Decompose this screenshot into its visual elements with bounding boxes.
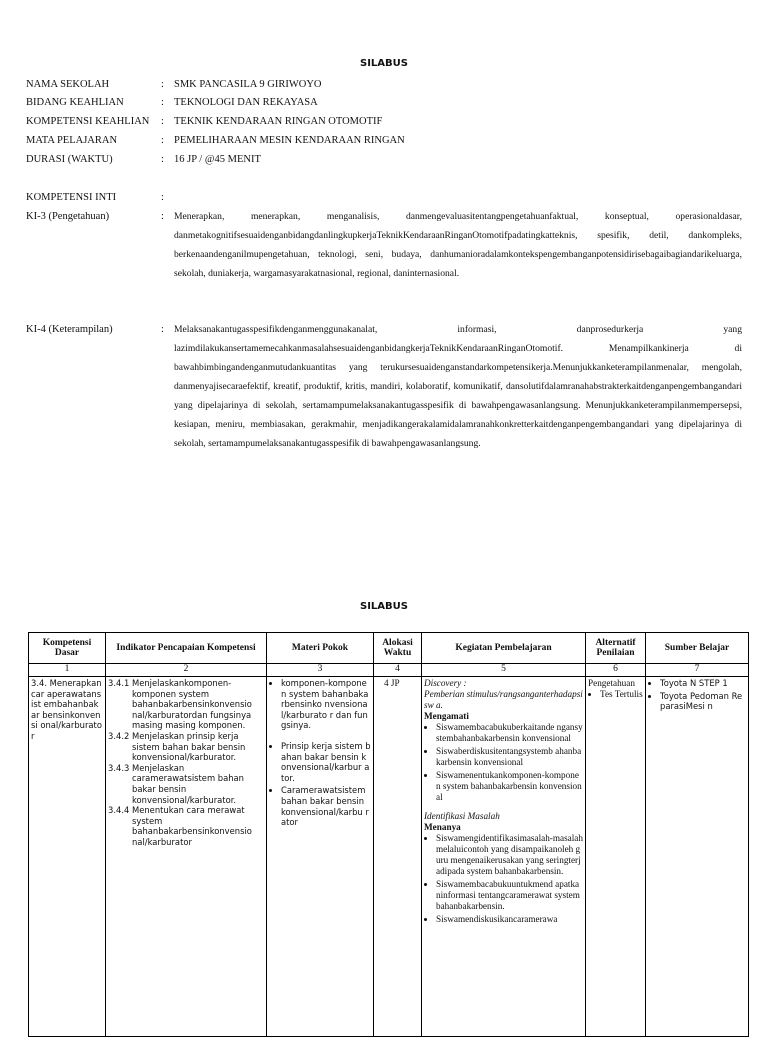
col-number: 2 <box>106 664 267 677</box>
indikator-item: 3.4.2 Menjelaskan prinsip kerja sistem bahan bakar bensin konvensional/karburator. <box>108 730 246 763</box>
cell-sumber-belajar <box>646 677 749 1037</box>
mengamati-item: • Siswamenentukankomponen-komponen system bahanbakarbensin konvensional <box>436 770 583 803</box>
col-number: 3 <box>267 664 374 677</box>
ki3-label: KI-3 (Pengetahuan) <box>26 211 110 222</box>
info-value: SMK PANCASILA 9 GIRIWOYO <box>174 79 322 90</box>
table-title: SILABUS <box>360 601 408 612</box>
kegiatan-identifikasi: Identifikasi Masalah <box>424 811 500 821</box>
table-row <box>29 677 749 1037</box>
col-number: 7 <box>646 664 749 677</box>
penilaian-item: • Tes Tertulis <box>600 689 643 700</box>
materi-item: • komponen-komponen system bahanbakarbensinko nvensional/karburato r dan fungsinya. <box>281 678 371 731</box>
cell-penilaian <box>586 677 646 1037</box>
info-label: KOMPETENSI KEAHLIAN <box>26 116 150 127</box>
col-header-kegiatan: Kegiatan Pembelajaran <box>422 633 586 664</box>
menanya-item: • Siswamembacabukuuntukmend apatkaninformasi tentangcaramerawat system bahanbakarbensin. <box>436 879 583 912</box>
table-header-row <box>29 633 749 664</box>
cell-kompetensi-dasar: 3.4. Menerapkancar aperawatansist embahanbakar bensinkonvensi onal/karburato r <box>29 677 106 1037</box>
kegiatan-mengamati: Mengamati <box>424 711 469 721</box>
info-label: DURASI (WAKTU) <box>26 154 113 165</box>
ki4-label: KI-4 (Keterampilan) <box>26 324 113 335</box>
col-header-materi: Materi Pokok <box>267 633 374 664</box>
info-value: 16 JP / @45 MENIT <box>174 154 261 165</box>
info-label: NAMA SEKOLAH <box>26 79 110 90</box>
col-header-indikator: Indikator Pencapaian Kompetensi <box>106 633 267 664</box>
ki3-text: Menerapkan, menerapkan, menganalisis, danmengevaluasitentangpengetahuanfaktual, konseptual, operasionaldasar, danmetakognitifsesuaidenganbidangdanlingkupkerjaTeknikKendaraanRinganOtomotifpadatingkatteknis, spesifik, detil, dankompleks, berkenaandenganilmupengetahuan, teknologi, seni, budaya, danhumanioradalamkontekspengembanganpotensidirisebagaibagiandarikeluarga, sekolah, duniakerja, wargamasyarakatnasional, regional, daninternasional. <box>174 211 742 279</box>
info-value: TEKNOLOGI DAN REKAYASA <box>174 97 318 108</box>
indikator-item: 3.4.4 Menentukan cara merawat system bahanbakarbensinkonvensio nal/karburator <box>108 805 252 847</box>
mengamati-item: • Siswaberdiskusitentangsystemb ahanbakarbensin konvensional <box>436 746 583 768</box>
col-number: 6 <box>586 664 646 677</box>
indikator-item: 3.4.1 Menjelaskankomponen-komponen system bahanbakarbensinkonvensio nal/karburatordan fungsinya masing masing komponen. <box>108 678 252 731</box>
column-number-row <box>29 664 749 677</box>
menanya-item: • Siswamengidentifikasimasalah-masalahmelaluicontoh yang disampaikanoleh guru mengenaikerusakan yang seringterjadipada system bahanbakarbensin. <box>436 833 583 877</box>
col-header-alokasi: Alokasi Waktu <box>374 633 422 664</box>
syllabus-table <box>28 632 749 1037</box>
info-value: PEMELIHARAAN MESIN KENDARAAN RINGAN <box>174 135 405 146</box>
col-header-penilaian: Alternatif Penilaian <box>586 633 646 664</box>
info-label: MATA PELAJARAN <box>26 135 118 146</box>
cell-materi-pokok <box>267 677 374 1037</box>
materi-item: • Prinsip kerja sistem bahan bakar bensin konvensional/karbur ator. <box>281 741 371 783</box>
info-label: BIDANG KEAHLIAN <box>26 97 124 108</box>
col-number: 1 <box>29 664 106 677</box>
cell-alokasi-waktu: 4 JP <box>374 677 422 1037</box>
info-value: TEKNIK KENDARAAN RINGAN OTOMOTIF <box>174 116 383 127</box>
penilaian-label: Pengetahuan <box>588 678 635 688</box>
kegiatan-menanya: Menanya <box>424 822 461 832</box>
sumber-item: • Toyota N STEP 1 <box>660 678 746 689</box>
mengamati-item: • Siswamembacabukuberkaitande ngansystembahanbakarbensin konvensional <box>436 722 583 744</box>
cell-kegiatan <box>422 677 586 1037</box>
ki4-text: Melaksanakantugasspesifikdenganmenggunakanalat, informasi, danprosedurkerja yang lazimdilakukansertamemecahkanmasalahsesuaidenganbidangkerjaTeknikKendaraanRinganOtomotif. Menampilkankinerja di bawahbimbingandenganmutudankuantitas yang terukursesuaidenganstandarkompetensikerja.Menunjukkanketerampilanmenalar, mengolah, danmenyajisecaraefektif, kreatif, produktif, kritis, mandiri, kolaboratif, komunikatif, dansolutifdalamranahabstrakterkaitdenganpengembangandari yang dipelajarinya di sekolah, sertamampumelaksanakantugasspesifik di bawahpengawasanlangsung. Menunjukkanketerampilanmempersepsi, kesiapan, meniru, membiasakan, gerakmahir, menjadikangerakalamidalamranahkonkretterkaitdenganpengembangandari yang dipelajarinya di sekolah, sertamampumelaksanakantugasspesifik di bawahpengawasanlangsung. <box>174 324 742 449</box>
indikator-item: 3.4.3 Menjelaskan caramerawatsistem bahan bakar bensin konvensional/karburator. <box>108 762 244 805</box>
menanya-item: • Siswamendiskusikancaramerawa <box>436 914 583 925</box>
sumber-item: • Toyota Pedoman ReparasiMesi n <box>660 691 746 712</box>
kegiatan-pemberian: Pemberian stimulus/rangsanganterhadapsisw a. <box>424 689 583 710</box>
cell-indikator <box>106 677 267 1037</box>
col-header-sumber: Sumber Belajar <box>646 633 749 664</box>
materi-item: • Caramerawatsistem bahan bakar bensin konvensional/karbu rator <box>281 785 371 827</box>
col-number: 4 <box>374 664 422 677</box>
kegiatan-discovery: Discovery : <box>424 678 467 688</box>
col-number: 5 <box>422 664 586 677</box>
document-title: SILABUS <box>360 58 408 69</box>
ki-heading: KOMPETENSI INTI <box>26 192 117 203</box>
col-header-kd: Kompetensi Dasar <box>29 633 106 664</box>
